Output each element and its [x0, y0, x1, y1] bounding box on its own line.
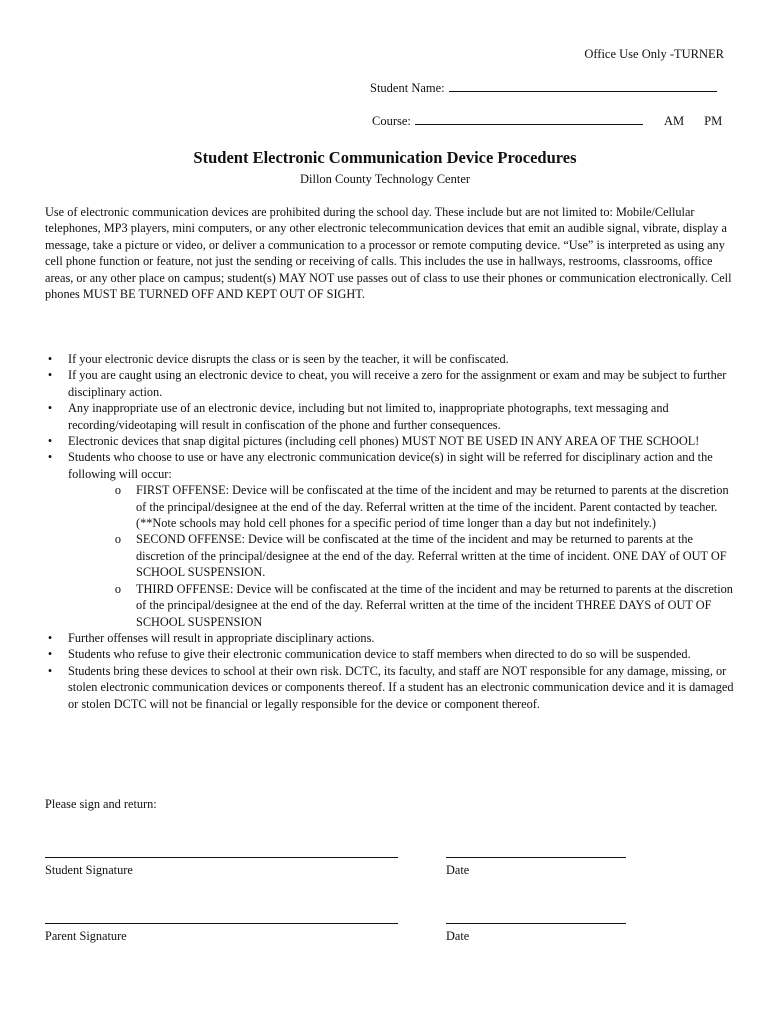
bullet-icon: • — [47, 450, 53, 465]
sub-bullet-icon: o — [114, 581, 122, 596]
sub-bullet-icon: o — [114, 532, 122, 547]
parent-date-label: Date — [446, 929, 470, 943]
bullet-icon: • — [47, 368, 53, 383]
course-row — [372, 113, 732, 129]
bullet-icon: • — [47, 434, 53, 449]
student-signature-label: Student Signature — [45, 863, 133, 877]
student-signature-line[interactable] — [45, 857, 398, 858]
offense-text: FIRST OFFENSE: Device will be confiscated at the time of the incident and may be returned to parents at the discretion of the principal/designee at the end of the day. Referral written at the time of the incident. Parent contacted by teacher. (**Note schools may hold cell phones for a specific period of time longer than a day but not indefinitely.) — [136, 483, 729, 531]
offense-list — [68, 482, 735, 630]
student-name-row — [370, 80, 730, 96]
sub-bullet-icon: o — [114, 483, 122, 498]
parent-signature-label: Parent Signature — [45, 929, 127, 943]
page-title: Student Electronic Communication Device Procedures — [193, 148, 577, 167]
student-date-line[interactable] — [446, 857, 626, 858]
list-item — [45, 449, 735, 629]
bullet-icon: • — [47, 630, 53, 645]
list-item-text: If your electronic device disrupts the class or is seen by the teacher, it will be confiscated. — [68, 352, 509, 366]
bullet-icon: • — [47, 647, 53, 662]
bullet-icon: • — [47, 401, 53, 416]
list-item — [45, 400, 735, 433]
bullet-icon: • — [47, 352, 53, 366]
list-item — [45, 646, 735, 662]
list-item — [45, 351, 735, 367]
offense-text: SECOND OFFENSE: Device will be confiscated at the time of the incident and may be returned to parents at the discretion of the principal/designee at the end of the day. Referral written at the time of incident. ONE DAY of OUT OF SCHOOL SUSPENSION. — [136, 532, 727, 580]
list-item-text: Electronic devices that snap digital pictures (including cell phones) MUST NOT BE USED IN ANY AREA OF THE SCHOOL! — [68, 434, 700, 449]
page-subtitle: Dillon County Technology Center — [299, 172, 471, 186]
office-use-label: Office Use Only -TURNER — [584, 47, 724, 61]
list-item — [45, 630, 735, 646]
offense-item — [113, 531, 735, 580]
student-name-field[interactable] — [449, 80, 717, 92]
pm-option[interactable]: PM — [704, 114, 723, 128]
bullet-icon: • — [47, 663, 53, 678]
list-item-text: Further offenses will result in appropriate disciplinary actions. — [68, 630, 375, 645]
offense-text: THIRD OFFENSE: Device will be confiscated at the time of the incident and may be returned to parents at the discretion of the principal/designee at the end of the day. Referral written at the time of the incident THREE DAYS of OUT OF SCHOOL SUSPENSION — [136, 581, 733, 629]
offense-item — [113, 581, 735, 630]
offense-item — [113, 482, 735, 531]
list-item-text: Students who refuse to give their electronic communication device to staff members when directed to do so will be suspended. — [68, 647, 691, 662]
list-item-text: Students bring these devices to school at their own risk. DCTC, its faculty, and staff are NOT responsible for any damage, missing, or stolen electronic communication devices or components thereof. If a student has an electronic communication device and it is damaged or stolen DCTC will not be financial or legally responsible for the device or component thereof. — [68, 663, 734, 711]
intro-paragraph: Use of electronic communication devices are prohibited during the school day. These include but are not limited to: Mobile/Cellular telephones, MP3 players, mini computers, or any other electronic telecommunication devices that emit an audible signal, vibrate, display a message, take a picture or video, or deliver a communication to a processor or remote computing device. “Use” is interpreted as using any cell phone function or feature, not just the sending or receiving of calls. This includes the use in hallways, restrooms, classrooms, office areas, or any other place on campus; student(s) MAY NOT use passes out of class to use their phones or communication electronically. Cell phones MUST BE TURNED OFF AND KEPT OUT OF SIGHT. — [45, 205, 732, 302]
list-item — [45, 433, 735, 449]
am-pm-options — [664, 114, 722, 128]
parent-date-line[interactable] — [446, 923, 626, 924]
please-sign-text: Please sign and return: — [45, 797, 157, 811]
procedure-list — [45, 351, 735, 712]
parent-signature-line[interactable] — [45, 923, 398, 924]
list-item-text: Any inappropriate use of an electronic device, including but not limited to, inappropriate photographs, text messaging and recording/videotaping will result in confiscation of the phone and further consequences. — [68, 401, 669, 432]
list-item-text: If you are caught using an electronic device to cheat, you will receive a zero for the assignment or exam and may be subject to further disciplinary action. — [68, 368, 727, 399]
course-label: Course: — [372, 114, 411, 128]
am-option[interactable]: AM — [664, 114, 685, 128]
student-name-label: Student Name: — [370, 81, 445, 95]
list-item — [45, 367, 735, 400]
list-item-text: Students who choose to use or have any electronic communication device(s) in sight will be referred for disciplinary action and the following will occur: — [68, 450, 713, 481]
course-field[interactable] — [415, 113, 643, 125]
student-date-label: Date — [446, 863, 470, 877]
list-item — [45, 663, 735, 712]
